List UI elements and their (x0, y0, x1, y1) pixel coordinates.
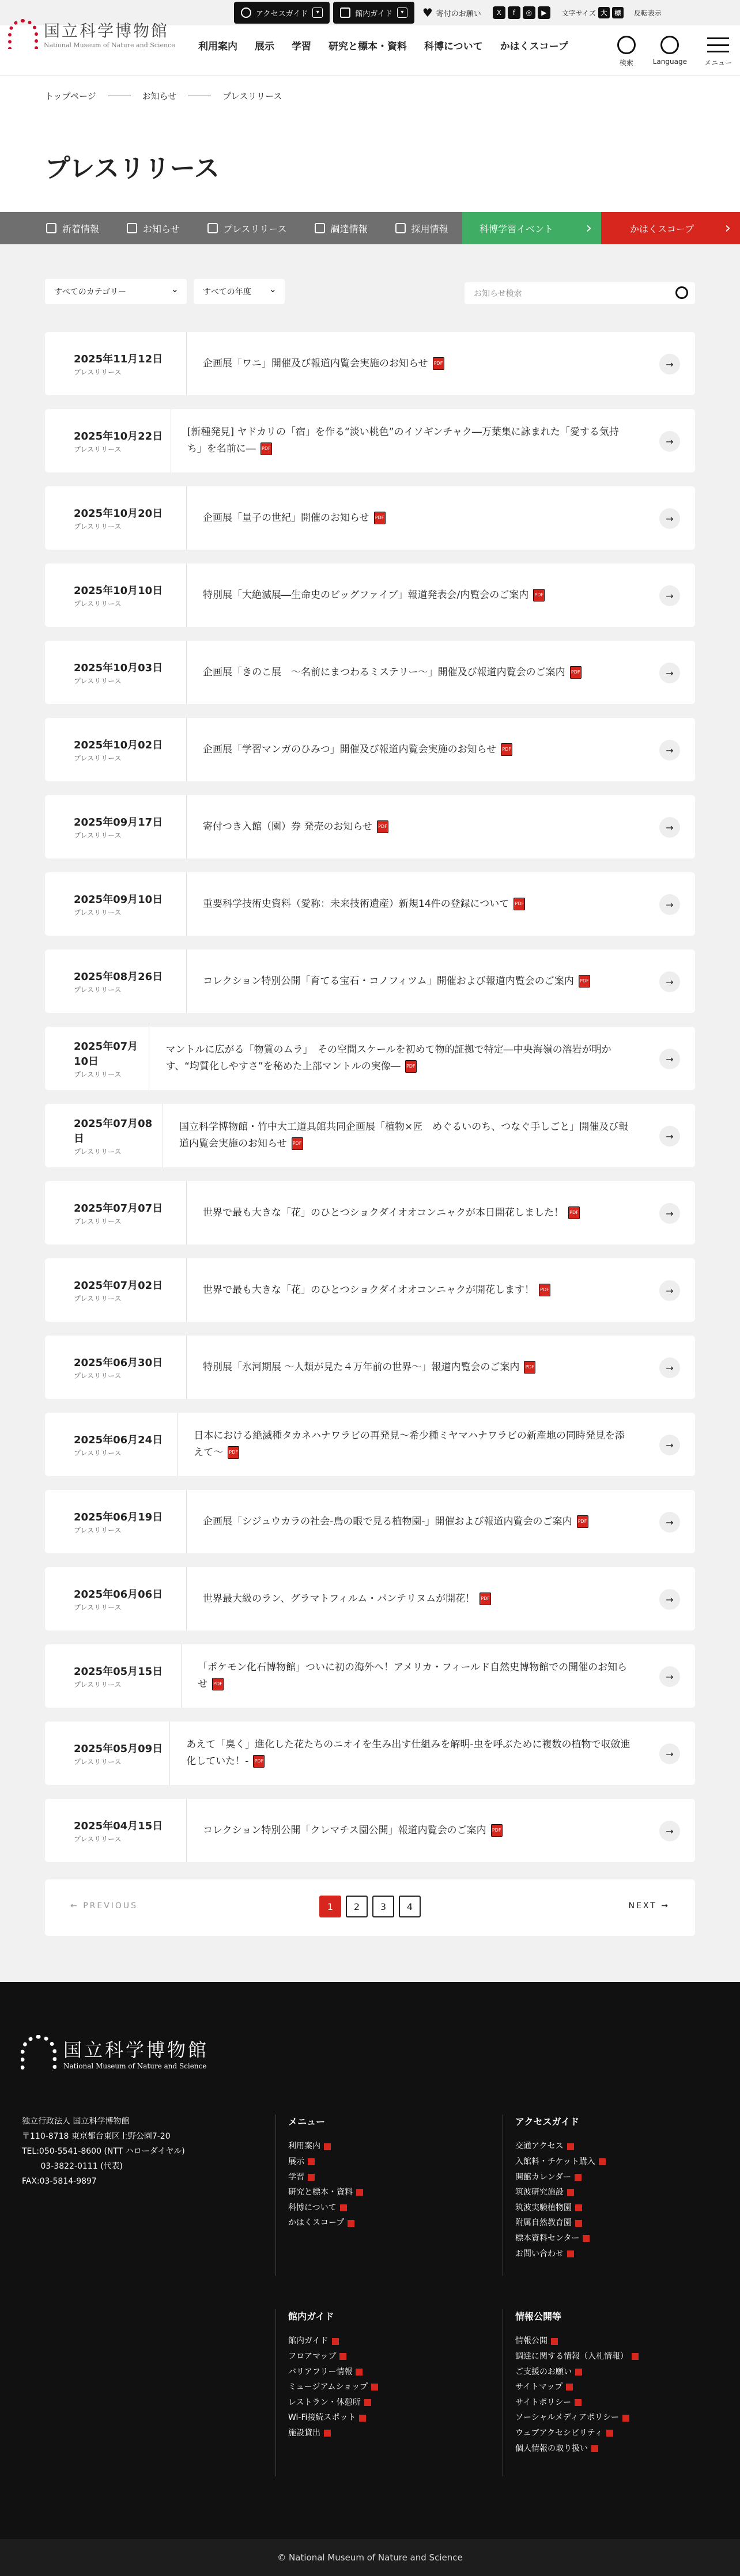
arrow-right-icon[interactable]: → (659, 1512, 680, 1533)
pdf-icon: PDF (228, 1446, 239, 1459)
item-title[interactable]: 寄付つき入館（園）券 発売のお知らせ PDF (187, 819, 452, 835)
item-date-block (45, 641, 187, 704)
arrow-right-icon[interactable]: → (659, 817, 680, 838)
item-date-block (45, 795, 187, 858)
tab-press[interactable]: プレスリリース (207, 222, 287, 235)
page-title: プレスリリース (45, 154, 220, 183)
facebook-icon[interactable]: f (508, 6, 520, 19)
site-logo[interactable]: 国立科学博物館 National Museum of Nature and Science (8, 18, 175, 49)
breadcrumb (0, 76, 740, 115)
item-date: 2025年10月10日 (74, 584, 163, 597)
footer-link[interactable]: 研究と標本・資料 (288, 2185, 363, 2200)
tab-new[interactable]: 新着情報 (46, 222, 99, 235)
language-button[interactable]: Language (653, 36, 687, 67)
arrow-right-icon[interactable]: → (659, 508, 680, 529)
footer-link[interactable]: 情報公開 (515, 2333, 639, 2349)
item-title[interactable]: 企画展「量子の世紀」開催のお知らせ PDF (187, 510, 449, 527)
search-icon (617, 36, 636, 54)
arrow-right-icon[interactable]: → (659, 1589, 680, 1610)
tab-procurement[interactable]: 調達情報 (315, 222, 368, 235)
item-date: 2025年10月20日 (74, 507, 163, 520)
footer-link[interactable]: 筑波実験植物園 (515, 2200, 606, 2216)
footer-facility: 館内ガイド 館内ガイド フロアマップ バリアフリー情報 ミュージアムショップ レストラン・休憩所 Wi-Fi接続スポット 施設貸出 (288, 2308, 378, 2441)
page-title-band (0, 115, 740, 212)
site-header (0, 21, 740, 76)
item-date-block (45, 486, 187, 550)
item-category: プレスリリース (74, 1757, 122, 1766)
arrow-right-icon[interactable]: → (659, 1821, 680, 1841)
footer-address: 独立行政法人 国立科学博物館 〒110-8718 東京都台東区上野公園7-20 TEL:050-5541-8600 (NTT ハローダイヤル) 03-3822-0111 (代表) FAX:03-5814-9897 (22, 2117, 185, 2186)
pdf-icon: PDF (260, 442, 272, 455)
footer-link[interactable]: 入館料・チケット購入 (515, 2154, 606, 2170)
learning-events-link[interactable]: 科博学習イベント › (462, 212, 601, 244)
tab-recruit[interactable]: 採用情報 (395, 222, 448, 235)
list-item[interactable] (45, 1104, 695, 1167)
footer-logo[interactable]: 国立科学博物館 National Museum of Nature and Science (21, 2035, 209, 2071)
megaphone-icon (127, 223, 137, 233)
item-title[interactable]: 企画展「ワニ」開催及び報道内覧会実施のお知らせ PDF (187, 355, 508, 372)
item-date: 2025年09月10日 (74, 893, 163, 906)
arrow-right-icon[interactable]: → (659, 1666, 680, 1687)
pdf-icon: PDF (533, 589, 545, 602)
arrow-right-icon[interactable]: → (659, 431, 680, 452)
item-date: 2025年05月09日 (74, 1742, 163, 1755)
item-date-block (45, 409, 171, 472)
item-date: 2025年07月10日 (74, 1040, 138, 1068)
item-date: 2025年09月17日 (74, 816, 163, 829)
item-date-block (45, 1104, 163, 1167)
item-title[interactable]: 日本における絶滅種タカネハナワラビの再発見～希少種ミヤマハナワラビの新産地の同時発見を添えて～ PDF (194, 1430, 625, 1458)
logo-mark-icon (8, 19, 38, 49)
menu-button[interactable]: メニュー (704, 36, 732, 67)
arrow-right-icon[interactable]: → (659, 1280, 680, 1301)
bag-icon (315, 223, 325, 233)
item-title[interactable]: 「ポケモン化石博物館」ついに初の海外へ！アメリカ・フィールド自然史博物館での開催のお知らせ PDF (197, 1662, 628, 1690)
footer-link[interactable]: Wi-Fi接続スポット (288, 2410, 378, 2426)
footer-link[interactable]: 筑波研究施設 (515, 2185, 606, 2200)
list-item[interactable] (45, 563, 695, 627)
footer-link[interactable]: フロアマップ (288, 2349, 378, 2365)
list-item[interactable] (45, 1644, 695, 1708)
arrow-right-icon[interactable]: → (659, 585, 680, 606)
font-size-control: 文字サイズ 大 標 (562, 7, 624, 18)
document-icon (207, 223, 218, 233)
item-date-block (45, 1336, 187, 1399)
arrow-right-icon[interactable]: → (659, 1203, 680, 1224)
pdf-icon: PDF (579, 975, 590, 988)
item-date-block (45, 872, 187, 936)
footer-link[interactable]: 交通アクセス (515, 2139, 606, 2154)
map-icon (340, 7, 350, 18)
item-category: プレスリリース (74, 1603, 122, 1612)
footer-link[interactable]: お問い合わせ (515, 2246, 606, 2262)
chevron-down-icon: ▾ (312, 7, 323, 18)
category-select[interactable]: すべてのカテゴリー ⌄ (45, 279, 187, 304)
utility-bar (234, 0, 662, 25)
prev-page-link[interactable]: ← PREVIOUS (70, 1901, 138, 1911)
item-date-block (45, 563, 187, 627)
nav-item-about[interactable]: 科博について (424, 41, 483, 52)
pdf-icon: PDF (480, 1592, 491, 1605)
footer-menu: メニュー 利用案内 展示 学習 研究と標本・資料 科博について かはくスコープ (288, 2113, 363, 2231)
footer-link[interactable]: サイトポリシー (515, 2395, 639, 2411)
item-date-block (45, 718, 187, 781)
item-date-block (45, 1258, 187, 1322)
footer-link[interactable]: 附属自然教育園 (515, 2215, 606, 2231)
list-item[interactable] (45, 1567, 695, 1631)
footer-link[interactable]: 開館カレンダー (515, 2170, 606, 2185)
arrow-right-icon[interactable]: → (659, 1357, 680, 1378)
x-icon[interactable]: X (493, 6, 505, 19)
footer-link[interactable]: ミュージアムショップ (288, 2380, 378, 2395)
list-item[interactable] (45, 872, 695, 936)
pdf-icon: PDF (501, 743, 512, 756)
site-footer (0, 1982, 740, 2576)
item-title[interactable]: 国立科学博物館・竹中大工道具館共同企画展「植物×匠 めぐるいのち、つなぐ手しごと」開催及び報道内覧会実施のお知らせ PDF (179, 1121, 629, 1149)
copyright: © National Museum of Nature and Science (0, 2539, 740, 2576)
next-page-link[interactable]: NEXT → (628, 1901, 670, 1911)
list-item[interactable] (45, 1490, 695, 1553)
year-select[interactable]: すべての年度 ⌄ (194, 279, 285, 304)
breadcrumb-home[interactable]: トップページ (45, 90, 96, 101)
footer-link[interactable]: かはくスコープ (288, 2215, 363, 2231)
footer-link[interactable]: ご支援のお願い (515, 2365, 639, 2380)
page-3[interactable]: 3 (372, 1896, 394, 1917)
item-category: プレスリリース (74, 599, 122, 608)
access-guide-button[interactable]: アクセスガイド ▾ (234, 2, 330, 24)
item-title[interactable]: 世界最大級のラン、グラマトフィルム・パンテリヌムが開花！ PDF (187, 1591, 554, 1607)
item-category: プレスリリース (74, 1371, 122, 1380)
item-category: プレスリリース (74, 1448, 122, 1457)
globe-icon (660, 36, 679, 54)
item-date: 2025年11月12日 (74, 353, 163, 365)
item-category: プレスリリース (74, 908, 122, 917)
footer-disclosure: 情報公開等 情報公開 調達に関する情報（入札情報） ご支援のお願い サイトマップ サイトポリシー ソーシャルメディアポリシー ウェブアクセシビリティ 個人情報の取り扱い (515, 2308, 639, 2456)
donate-link[interactable]: ♥ 寄付のお願い (422, 6, 481, 20)
pdf-icon: PDF (292, 1137, 303, 1150)
pdf-icon: PDF (568, 1206, 580, 1219)
youtube-icon[interactable]: ▶ (538, 6, 550, 19)
list-item[interactable] (45, 332, 695, 395)
item-title[interactable]: 企画展「学習マンガのひみつ」開催及び報道内覧会実施のお知らせ PDF (187, 742, 576, 758)
item-date-block (45, 1567, 187, 1631)
item-title[interactable]: コレクション特別公開「クレマチス園公開」報道内覧会のご案内 PDF (187, 1822, 566, 1839)
item-category: プレスリリース (74, 1147, 122, 1156)
list-item[interactable] (45, 950, 695, 1013)
footer-link[interactable]: レストラン・休憩所 (288, 2395, 378, 2411)
item-date-block (45, 332, 187, 395)
filter-bar (45, 279, 695, 304)
item-title[interactable]: 企画展「きのこ展 ～名前にまつわるミステリー～」開催及び報道内覧会のご案内 PDF (187, 664, 645, 681)
list-item[interactable] (45, 1336, 695, 1399)
social-links (493, 6, 550, 19)
header-utilities (617, 36, 732, 67)
item-date: 2025年07月07日 (74, 1202, 163, 1215)
list-item[interactable] (45, 795, 695, 858)
item-title[interactable]: コレクション特別公開「育てる宝石・コノフィツム」開催および報道内覧会のご案内 PDF (187, 973, 654, 990)
arrow-right-icon[interactable]: → (659, 663, 680, 683)
arrow-right-icon[interactable]: → (659, 1049, 680, 1069)
pdf-icon: PDF (253, 1755, 265, 1768)
item-title[interactable]: 特別展「大絶滅展―生命史のビッグファイブ」報道発表会/内覧会のご案内 PDF (187, 587, 608, 604)
font-standard-button[interactable]: 標 (612, 7, 624, 18)
item-title[interactable]: [新種発見] ヤドカリの「宿」を作る“淡い桃色”のイソギンチャク―万葉集に詠まれた「愛する気持ち」を名前に― PDF (187, 426, 619, 455)
font-large-button[interactable]: 大 (598, 7, 610, 18)
item-category: プレスリリース (74, 676, 122, 685)
list-item[interactable] (45, 1722, 695, 1785)
pdf-icon: PDF (570, 666, 582, 679)
pdf-icon: PDF (539, 1284, 550, 1296)
list-item[interactable] (45, 1258, 695, 1322)
invert-display-button[interactable]: 反転表示 (633, 9, 662, 17)
nav-item-research[interactable]: 研究と標本・資料 (329, 41, 407, 52)
page-4[interactable]: 4 (399, 1896, 421, 1917)
footer-access: アクセスガイド 交通アクセス 入館料・チケット購入 開館カレンダー 筑波研究施設 筑波実験植物園 附属自然教育園 標本資料センター お問い合わせ (515, 2113, 606, 2261)
kahaku-scope-link[interactable]: かはくスコープ › (601, 212, 740, 244)
item-category: プレスリリース (74, 831, 122, 839)
item-category: プレスリリース (74, 1217, 122, 1225)
logo-mark-icon (21, 2035, 56, 2071)
item-date: 2025年06月19日 (74, 1511, 163, 1523)
item-title[interactable]: 企画展「シジュウカラの社会-鳥の眼で見る植物園-」開催および報道内覧会のご案内 PDF (187, 1514, 652, 1530)
nav-item-learning[interactable]: 学習 (292, 41, 311, 52)
pdf-icon: PDF (577, 1515, 588, 1528)
category-tabs (0, 212, 740, 244)
search-button[interactable]: 検索 (617, 36, 636, 67)
list-item[interactable] (45, 718, 695, 781)
item-category: プレスリリース (74, 522, 122, 531)
hamburger-icon (707, 36, 729, 54)
item-category: プレスリリース (74, 368, 122, 376)
pin-icon (241, 7, 251, 18)
footer-link[interactable]: 学習 (288, 2170, 363, 2185)
news-search-input[interactable]: お知らせ検索 (465, 282, 695, 304)
item-date: 2025年10月03日 (74, 661, 163, 674)
tab-news[interactable]: お知らせ (127, 222, 180, 235)
press-release-list (45, 332, 695, 1876)
item-category: プレスリリース (74, 985, 122, 994)
arrow-right-icon[interactable]: → (659, 354, 680, 375)
item-category: プレスリリース (74, 1070, 122, 1079)
footer-link[interactable]: 調達に関する情報（入札情報） (515, 2349, 639, 2365)
facility-guide-button[interactable]: 館内ガイド ▾ (333, 2, 414, 24)
global-nav (198, 38, 568, 52)
item-title[interactable]: マントルに広がる「物質のムラ」 その空間スケールを初めて物的証拠で特定―中央海嶺の溶岩が明かす、“均質化しやすさ”を秘めた上部マントルの実像― PDF (165, 1044, 611, 1072)
chevron-down-icon: ▾ (397, 7, 407, 18)
page-2[interactable]: 2 (346, 1896, 368, 1917)
footer-link[interactable]: 個人情報の取り扱い (515, 2441, 639, 2457)
footer-link[interactable]: ソーシャルメディアポリシー (515, 2410, 639, 2426)
footer-link[interactable]: バリアフリー情報 (288, 2365, 378, 2380)
pdf-icon: PDF (212, 1678, 224, 1690)
page-numbers (319, 1896, 421, 1917)
footer-link[interactable]: 施設貸出 (288, 2426, 378, 2441)
breadcrumb-news[interactable]: お知らせ (142, 90, 177, 101)
item-date-block (45, 1027, 149, 1090)
list-item[interactable] (45, 1027, 695, 1090)
item-category: プレスリリース (74, 1526, 122, 1534)
bell-icon (46, 223, 56, 233)
item-date: 2025年05月15日 (74, 1665, 163, 1678)
pdf-icon: PDF (514, 898, 525, 910)
arrow-right-icon[interactable]: → (659, 971, 680, 992)
list-item[interactable] (45, 409, 695, 472)
instagram-icon[interactable]: ◎ (523, 6, 535, 19)
item-date: 2025年08月26日 (74, 970, 163, 983)
pagination (45, 1879, 695, 1936)
item-title[interactable]: 世界で最も大きな「花」のひとつショクダイオオコンニャクが開花します！ PDF (187, 1282, 614, 1299)
nav-item-exhibits[interactable]: 展示 (255, 41, 274, 52)
item-category: プレスリリース (74, 445, 122, 453)
pdf-icon: PDF (377, 820, 388, 833)
item-category: プレスリリース (74, 1834, 122, 1843)
pdf-icon: PDF (374, 512, 386, 524)
item-date-block (45, 1490, 187, 1553)
footer-link[interactable]: 利用案内 (288, 2139, 363, 2154)
item-date-block (45, 1181, 187, 1245)
list-item[interactable] (45, 1413, 695, 1476)
item-title[interactable]: 特別展「氷河期展 ～人類が見た４万年前の世界～」報道内覧会のご案内 PDF (187, 1359, 599, 1376)
people-icon (395, 223, 406, 233)
arrow-right-icon[interactable]: → (659, 894, 680, 915)
pdf-icon: PDF (491, 1824, 503, 1837)
arrow-right-icon[interactable]: → (659, 1435, 680, 1455)
list-item[interactable] (45, 641, 695, 704)
item-date: 2025年10月02日 (74, 739, 163, 751)
item-date-block (45, 1722, 170, 1785)
pdf-icon: PDF (405, 1060, 417, 1073)
item-date: 2025年10月22日 (74, 430, 163, 442)
item-date: 2025年04月15日 (74, 1820, 163, 1832)
item-date-block (45, 1413, 178, 1476)
item-title[interactable]: 重要科学技術史資料（愛称：未来技術遺産）新規14件の登録について PDF (187, 896, 588, 913)
item-category: プレスリリース (74, 1680, 122, 1689)
item-date-block (45, 950, 187, 1013)
footer-link[interactable]: 館内ガイド (288, 2333, 378, 2349)
item-title[interactable]: あえて「臭く」進化した花たちのニオイを生み出す仕組みを解明-虫を呼ぶために複数の植物で収斂進化していた！- PDF (186, 1739, 630, 1767)
list-item[interactable] (45, 1799, 695, 1862)
arrow-right-icon[interactable]: → (659, 1126, 680, 1147)
item-date: 2025年06月06日 (74, 1588, 163, 1601)
pdf-icon: PDF (524, 1361, 535, 1374)
footer-link[interactable]: 展示 (288, 2154, 363, 2170)
footer-link[interactable]: ウェブアクセシビリティ (515, 2426, 639, 2441)
nav-item-guide[interactable]: 利用案内 (198, 41, 237, 52)
search-icon[interactable] (675, 286, 688, 299)
item-category: プレスリリース (74, 754, 122, 762)
item-date-block (45, 1644, 182, 1708)
item-date: 2025年06月30日 (74, 1356, 163, 1369)
arrow-right-icon[interactable]: → (659, 740, 680, 761)
arrow-right-icon[interactable]: → (659, 1743, 680, 1764)
list-item[interactable] (45, 486, 695, 550)
item-date: 2025年06月24日 (74, 1433, 163, 1446)
heart-icon: ♥ (422, 6, 433, 20)
footer-link[interactable]: 標本資料センター (515, 2231, 606, 2246)
nav-item-kahaku-scope[interactable]: かはくスコープ (500, 41, 568, 52)
breadcrumb-current: プレスリリース (222, 90, 282, 101)
pdf-icon: PDF (433, 357, 444, 370)
item-date: 2025年07月08日 (74, 1117, 153, 1145)
item-date-block (45, 1799, 187, 1862)
page-1[interactable]: 1 (319, 1896, 341, 1917)
footer-link[interactable]: 科博について (288, 2200, 363, 2216)
item-category: プレスリリース (74, 1294, 122, 1303)
item-date: 2025年07月02日 (74, 1279, 163, 1292)
footer-link[interactable]: サイトマップ (515, 2380, 639, 2395)
item-title[interactable]: 世界で最も大きな「花」のひとつショクダイオオコンニャクが本日開花しました！ PDF (187, 1205, 643, 1221)
list-item[interactable] (45, 1181, 695, 1245)
